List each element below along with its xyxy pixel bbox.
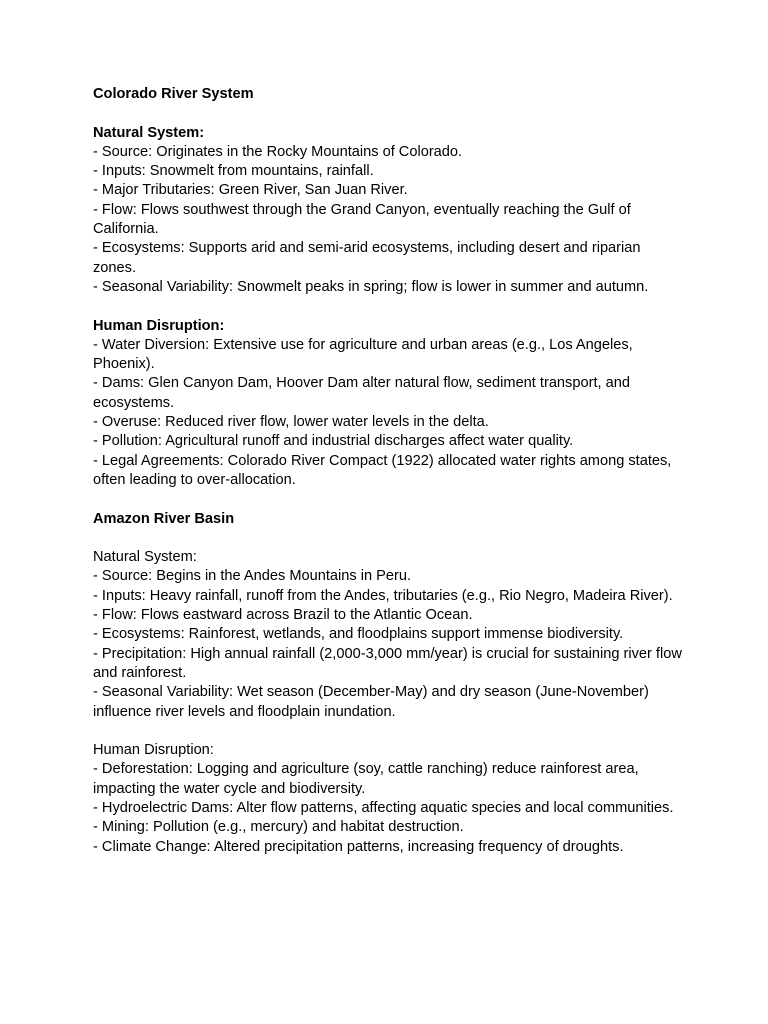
list-item: - Inputs: Snowmelt from mountains, rainfall. bbox=[93, 163, 374, 180]
list-item: - Seasonal Variability: Wet season (December-May) and dry season (June-November) influence river levels and floodplain inundation. bbox=[93, 684, 649, 720]
list-item: - Source: Begins in the Andes Mountains in Peru. bbox=[93, 568, 412, 585]
list-item: - Water Diversion: Extensive use for agriculture and urban areas (e.g., Los Angeles, Phoenix). bbox=[93, 336, 633, 373]
list-item: - Deforestation: Logging and agriculture (soy, cattle ranching) reduce rainforest area, impacting the water cycle and biodiversity. bbox=[93, 761, 639, 797]
document-title: Colorado River System bbox=[93, 86, 254, 102]
list-item: - Major Tributaries: Green River, San Juan River. bbox=[93, 182, 408, 199]
list-item: - Legal Agreements: Colorado River Compact (1922) allocated water rights among states, often leading to over-allocation. bbox=[93, 452, 672, 488]
list-item: - Seasonal Variability: Snowmelt peaks in spring; flow is lower in summer and autumn. bbox=[93, 278, 649, 295]
section-heading-amazon: Amazon River Basin bbox=[93, 510, 235, 527]
list-item: - Climate Change: Altered precipitation patterns, increasing frequency of droughts. bbox=[93, 838, 624, 855]
spacer bbox=[93, 104, 683, 123]
list-item: - Inputs: Heavy rainfall, runoff from the Andes, tributaries (e.g., Rio Negro, Madeira River). bbox=[93, 587, 673, 604]
section-heading-colorado-natural: Natural System: bbox=[93, 124, 205, 141]
list-item: - Pollution: Agricultural runoff and industrial discharges affect water quality. bbox=[93, 433, 574, 450]
list-item: - Overuse: Reduced river flow, lower water levels in the delta. bbox=[93, 414, 489, 431]
list-item: - Dams: Glen Canyon Dam, Hoover Dam alter natural flow, sediment transport, and ecosystems. bbox=[93, 375, 630, 411]
list-item: - Flow: Flows southwest through the Grand Canyon, eventually reaching the Gulf of California. bbox=[93, 201, 631, 238]
section-heading-colorado-human: Human Disruption: bbox=[93, 317, 225, 334]
list-item: - Source: Originates in the Rocky Mountains of Colorado. bbox=[93, 143, 463, 160]
spacer bbox=[93, 529, 683, 548]
section-heading-amazon-human: Human Disruption: bbox=[93, 742, 214, 759]
document-page bbox=[93, 85, 683, 857]
section-heading-amazon-natural: Natural System: bbox=[93, 549, 197, 566]
list-item: - Ecosystems: Rainforest, wetlands, and floodplains support immense biodiversity. bbox=[93, 626, 624, 643]
spacer bbox=[93, 722, 683, 741]
list-item: - Precipitation: High annual rainfall (2,000-3,000 mm/year) is crucial for sustaining river flow and rainforest. bbox=[93, 645, 682, 681]
spacer bbox=[93, 297, 683, 316]
spacer bbox=[93, 490, 683, 509]
list-item: - Mining: Pollution (e.g., mercury) and habitat destruction. bbox=[93, 819, 464, 836]
list-item: - Flow: Flows eastward across Brazil to the Atlantic Ocean. bbox=[93, 607, 473, 624]
list-item: - Hydroelectric Dams: Alter flow patterns, affecting aquatic species and local communities. bbox=[93, 799, 674, 816]
list-item: - Ecosystems: Supports arid and semi-arid ecosystems, including desert and riparian zones. bbox=[93, 240, 641, 276]
